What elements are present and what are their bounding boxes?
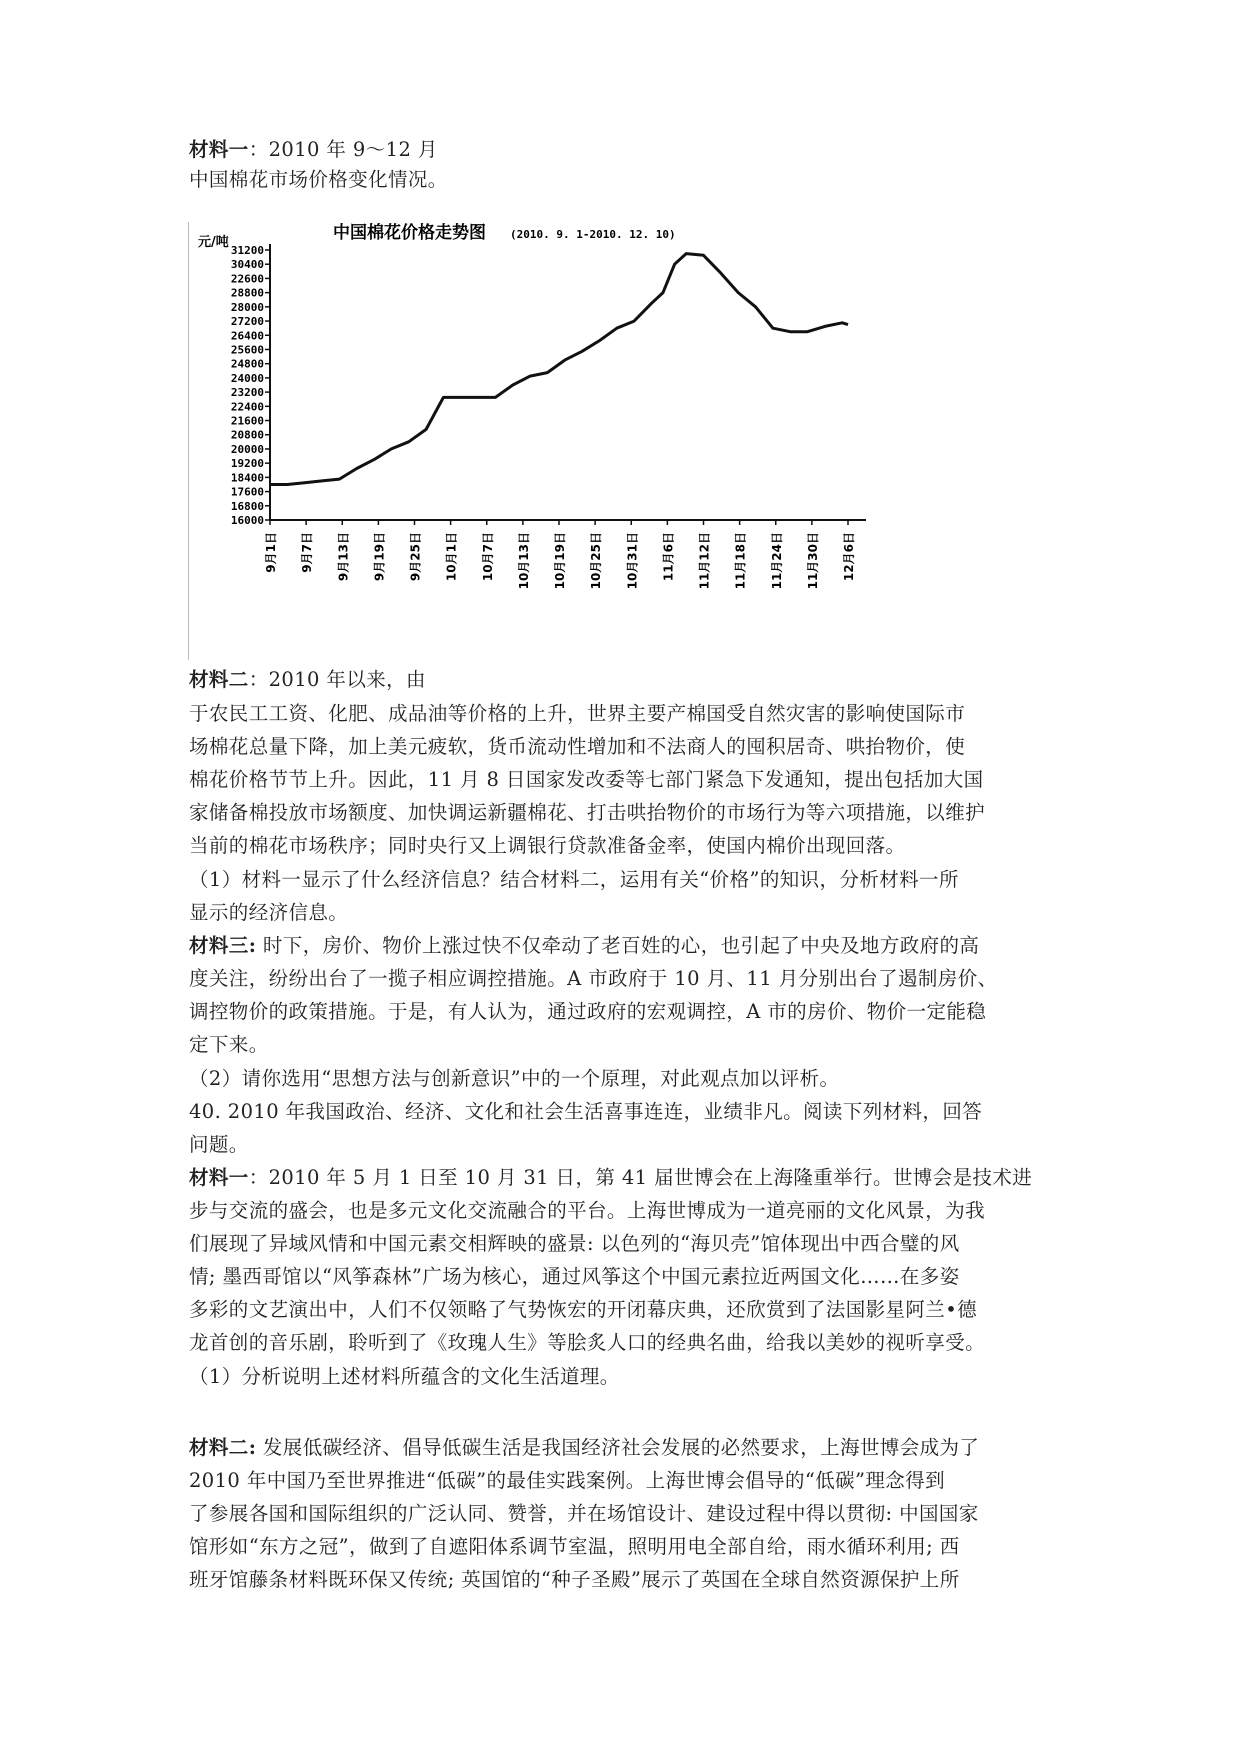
expo-material-2-line: 馆形如“东方之冠”，做到了自遮阳体系调节室温，照明用电全部自给，雨水循环利用; 西 — [189, 1535, 960, 1558]
y-axis-unit-label: 元/吨 — [198, 235, 229, 250]
x-tick-label: 9月19日 — [372, 532, 387, 582]
material-2-line: 于农民工工资、化肥、成品油等价格的上升，世界主要产棉国受自然灾害的影响使国际市 — [189, 702, 966, 725]
x-tick-label: 10月31日 — [625, 532, 640, 590]
material-3-line: 度关注，纷纷出台了一揽子相应调控措施。A 市政府于 10 月、11 月分别出台了遏制房价、 — [189, 967, 998, 990]
material-3-first-line — [189, 930, 979, 958]
expo-material-1-line: 们展现了异域风情和中国元素交相辉映的盛景: 以色列的“海贝壳”馆体现出中西合璧的风 — [189, 1232, 960, 1255]
y-tick-label: 23200 — [230, 386, 264, 400]
y-tick-label: 24800 — [230, 357, 264, 371]
y-tick-label: 24000 — [230, 371, 264, 385]
y-tick-labels — [231, 244, 264, 527]
expo-material-1-first-line — [189, 1162, 1032, 1190]
x-tick-label: 9月25日 — [408, 532, 423, 582]
x-tick-label: 9月1日 — [264, 532, 278, 573]
question-2-line: （2）请你选用“思想方法与创新意识”中的一个原理，对此观点加以评析。 — [189, 1067, 840, 1090]
x-tick-label: 11月12日 — [697, 532, 712, 590]
question-40-line: 40. 2010 年我国政治、经济、文化和社会生活喜事连连，业绩非凡。阅读下列材料，回答 — [189, 1100, 983, 1123]
material-1-subtitle: 中国棉花市场价格变化情况。 — [189, 168, 448, 191]
y-tick-label: 26400 — [230, 329, 264, 343]
y-tick-label: 17600 — [230, 485, 264, 499]
y-tick-label: 27200 — [230, 315, 264, 329]
chart-subtitle: (2010. 9. 1-2010. 12. 10) — [510, 228, 676, 241]
cotton-price-chart — [188, 220, 968, 660]
y-tick-label: 19200 — [230, 457, 264, 471]
y-tick-label: 21600 — [230, 414, 264, 428]
x-tick-label: 12月6日 — [842, 532, 856, 582]
expo-material-2-label: 材料二: — [189, 1436, 257, 1459]
x-tick-label: 11月24日 — [769, 532, 784, 590]
x-tick-label: 11月6日 — [661, 532, 676, 582]
y-tick-label: 18400 — [230, 471, 264, 485]
question-1-line: （1）材料一显示了什么经济信息？结合材料二，运用有关“价格”的知识，分析材料一所 — [189, 868, 959, 891]
material-2-line: 当前的棉花市场秩序；同时央行又上调银行贷款准备金率，使国内棉价出现回落。 — [189, 834, 906, 857]
chart-axes — [265, 244, 866, 525]
expo-material-1-line: 情; 墨西哥馆以“风筝森林”广场为核心，通过风筝这个中国元素拉近两国文化……在多姿 — [189, 1265, 960, 1288]
x-tick-label: 10月13日 — [516, 532, 531, 590]
y-tick-label: 16000 — [230, 514, 264, 527]
expo-material-1-line: 步与交流的盛会，也是多元文化交流融合的平台。上海世博成为一道亮丽的文化风景，为我 — [189, 1199, 986, 1222]
y-tick-label: 31200 — [230, 244, 264, 257]
y-tick-label: 28800 — [230, 286, 264, 300]
x-tick-label: 11月30日 — [805, 532, 820, 590]
y-tick-label: 22600 — [230, 272, 264, 286]
expo-material-2-line: 2010 年中国乃至世界推进“低碳”的最佳实践案例。上海世博会倡导的“低碳”理念得到 — [189, 1469, 946, 1492]
material-2-line: 棉花价格节节上升。因此，11 月 8 日国家发改委等七部门紧急下发通知，提出包括加大国 — [189, 768, 984, 791]
question-40-line: 问题。 — [189, 1133, 249, 1156]
material-3-line: 定下来。 — [189, 1033, 269, 1056]
material-2-line: 场棉花总量下降，加上美元疲软，货币流动性增加和不法商人的囤积居奇、哄抬物价，使 — [189, 735, 966, 758]
y-tick-label: 28000 — [230, 300, 264, 314]
x-tick-label: 10月19日 — [553, 532, 567, 590]
expo-material-2-first-line — [189, 1432, 979, 1460]
chart-svg — [188, 220, 968, 660]
x-tick-label: 10月7日 — [480, 532, 495, 582]
y-tick-label: 22400 — [230, 400, 264, 414]
expo-question-1-line: （1）分析说明上述材料所蕴含的文化生活道理。 — [189, 1365, 620, 1388]
material-3-line: 调控物价的政策措施。于是，有人认为，通过政府的宏观调控，A 市的房价、物价一定能稳 — [189, 1000, 987, 1023]
y-tick-label: 30400 — [230, 258, 264, 272]
material-2-intro: ：2010 年以来，由 — [248, 668, 426, 691]
material-1-header — [189, 134, 438, 162]
y-tick-label: 20000 — [230, 442, 264, 456]
material-1-label: 材料一 — [189, 138, 249, 161]
question-1-line: 显示的经济信息。 — [189, 901, 349, 924]
material-3-text: 时下，房价、物价上涨过快不仅牵动了老百姓的心，也引起了中央及地方政府的高 — [256, 934, 980, 957]
material-2-label: 材料二 — [189, 668, 249, 691]
x-tick-labels — [264, 532, 856, 589]
y-tick-label: 20800 — [230, 428, 264, 442]
material-2-header — [189, 664, 426, 692]
y-tick-label: 16800 — [230, 499, 264, 513]
chart-title: 中国棉花价格走势图 — [333, 223, 486, 243]
x-tick-label: 9月7日 — [300, 532, 315, 573]
y-tick-label: 25600 — [230, 343, 264, 357]
expo-material-2-line: 班牙馆藤条材料既环保又传统; 英国馆的“种子圣殿”展示了英国在全球自然资源保护上所 — [189, 1568, 960, 1591]
material-3-label: 材料三: — [189, 934, 257, 957]
x-tick-label: 9月13日 — [336, 532, 351, 582]
x-tick-label: 10月1日 — [444, 532, 459, 582]
x-tick-label: 11月18日 — [733, 532, 748, 590]
expo-material-2-line: 了参展各国和国际组织的广泛认同、赞誉，并在场馆设计、建设过程中得以贯彻: 中国国家 — [189, 1502, 979, 1525]
x-tick-label: 10月25日 — [589, 532, 604, 590]
expo-material-1-line: 多彩的文艺演出中，人们不仅领略了气势恢宏的开闭幕庆典，还欣赏到了法国影星阿兰•德 — [189, 1298, 978, 1321]
expo-material-2-text: 发展低碳经济、倡导低碳生活是我国经济社会发展的必然要求，上海世博会成为了 — [256, 1436, 980, 1459]
expo-material-1-label: 材料一 — [189, 1166, 249, 1189]
material-2-line: 家储备棉投放市场额度、加快调运新疆棉花、打击哄抬物价的市场行为等六项措施，以维护 — [189, 801, 986, 824]
expo-material-1-text: ：2010 年 5 月 1 日至 10 月 31 日，第 41 届世博会在上海隆重举行。世博会是技术进 — [248, 1166, 1033, 1189]
material-1-date: ：2010 年 9～12 月 — [248, 138, 438, 161]
expo-material-1-line: 龙首创的音乐剧，聆听到了《玫瑰人生》等脍炙人口的经典名曲，给我以美妙的视听享受。 — [189, 1331, 986, 1354]
price-series-line — [270, 254, 848, 485]
